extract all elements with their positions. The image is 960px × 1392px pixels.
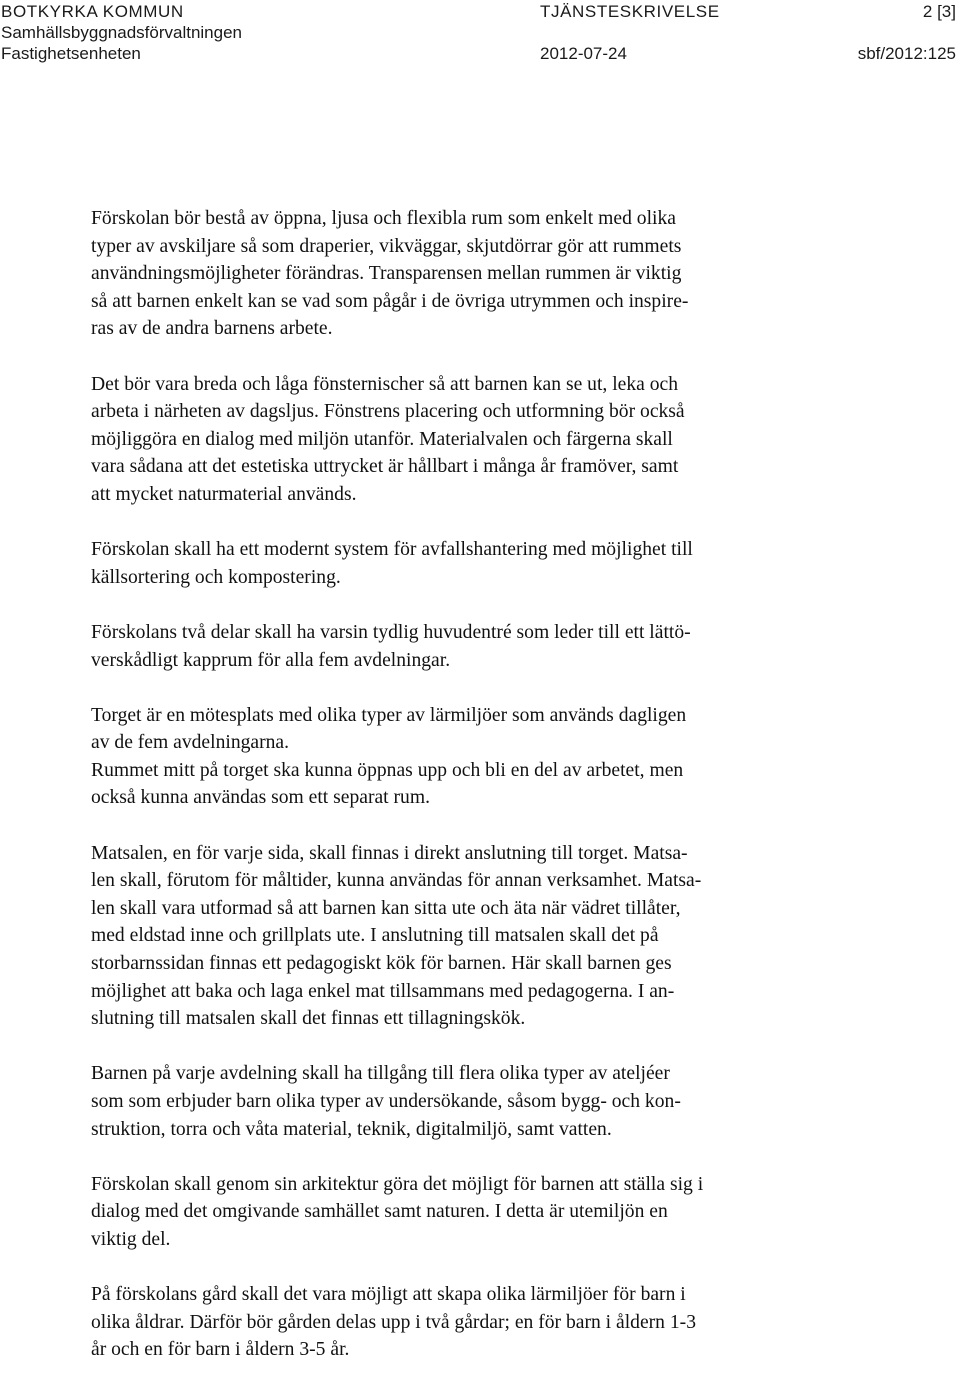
text-line: så att barnen enkelt kan se vad som pågår i de övriga utrymmen och inspire-	[91, 290, 689, 312]
paragraph-entrance	[91, 619, 851, 674]
text-line: olika åldrar. Därför bör gården delas upp i två gårdar; en för barn i åldern 1-3	[91, 1311, 696, 1333]
text-line: källsortering och kompostering.	[91, 566, 341, 588]
header-row-top	[0, 1, 960, 23]
text-line: användningsmöjligheter förändras. Transparensen mellan rummen är viktig	[91, 263, 682, 285]
text-line: arbeta i närheten av dagsljus. Fönstrens placering och utformning bör också	[91, 401, 685, 423]
text-line: ras av de andra barnens arbete.	[91, 318, 333, 340]
text-line: också kunna användas som ett separat rum.	[91, 787, 430, 809]
page-number: 2 [3]	[922, 2, 956, 21]
document-type: TJÄNSTESKRIVELSE	[540, 2, 720, 21]
document-body	[91, 205, 851, 1392]
text-line: Matsalen, en för varje sida, skall finnas i direkt anslutning till torget. Matsa-	[91, 842, 688, 864]
text-line: år och en för barn i åldern 3-5 år.	[91, 1339, 350, 1361]
paragraph-windows	[91, 371, 851, 509]
paragraph-waste	[91, 536, 851, 591]
text-line: Torget är en mötesplats med olika typer av lärmiljöer som används dagligen	[91, 704, 687, 726]
text-line: som som erbjuder barn olika typer av undersökande, såsom bygg- och kon-	[91, 1091, 681, 1112]
text-line: typer av avskiljare så som draperier, vikväggar, skjutdörrar gör att rummets	[91, 235, 682, 257]
text-line: möjliggöra en dialog med miljön utanför. Materialvalen och färgerna skall	[91, 428, 673, 450]
paragraph-square	[91, 702, 851, 757]
paragraph-ateliers	[91, 1060, 851, 1143]
text-line: dialog med det omgivande samhället samt naturen. I detta är utemiljön en	[91, 1201, 668, 1223]
text-line: vara sådana att det estetiska uttrycket är hållbart i många år framöver, samt	[91, 456, 679, 478]
paragraph-architecture	[91, 1171, 851, 1254]
text-line: med eldstad inne och grillplats ute. I anslutning till matsalen skall det på	[91, 925, 659, 947]
text-line: Det bör vara breda och låga fönsternischer så att barnen kan se ut, leka och	[91, 373, 679, 395]
text-line: len skall, förutom för måltider, kunna användas för annan verksamhet. Matsa-	[91, 870, 702, 892]
text-line: viktig del.	[91, 1228, 171, 1250]
text-line: Förskolans två delar skall ha varsin tydlig huvudentré som leder till ett lättö-	[91, 621, 691, 643]
text-line: av de fem avdelningarna.	[91, 732, 290, 754]
paragraph-yard	[91, 1281, 851, 1364]
header-row-bottom	[0, 43, 960, 65]
department-name: Samhällsbyggnadsförvaltningen	[1, 23, 242, 42]
unit-name: Fastighetsenheten	[1, 44, 141, 63]
text-line: att mycket naturmaterial används.	[91, 483, 357, 505]
header-row-middle	[0, 22, 960, 44]
text-line: len skall vara utformad så att barnen kan sitta ute och äta när vädret tillåter,	[91, 897, 681, 919]
text-line: Förskolan skall genom sin arkitektur göra det möjligt för barnen att ställa sig i	[91, 1173, 704, 1195]
text-line: Barnen på varje avdelning skall ha tillgång till flera olika typer av ateljéer	[91, 1063, 670, 1085]
paragraph-dining	[91, 840, 851, 1033]
document-header	[0, 0, 960, 70]
text-line: möjlighet att baka och laga enkel mat tillsammans med pedagogerna. I an-	[91, 980, 675, 1002]
text-line: På förskolans gård skall det vara möjligt att skapa olika lärmiljöer för barn i	[91, 1284, 686, 1306]
text-line: storbarnssidan finnas ett pedagogiskt kök för barnen. Här skall barnen ges	[91, 953, 672, 975]
paragraph-center-room	[91, 757, 851, 812]
text-line: Förskolan skall ha ett modernt system för avfallshantering med möjlighet till	[91, 539, 693, 561]
organization-name: BOTKYRKA KOMMUN	[1, 2, 184, 21]
text-line: slutning till matsalen skall det finnas ett tillagningskök.	[91, 1008, 526, 1030]
text-line: Rummet mitt på torget ska kunna öppnas upp och bli en del av arbetet, men	[91, 759, 684, 781]
document-date: 2012-07-24	[540, 44, 627, 63]
text-line: struktion, torra och våta material, teknik, digitalmiljö, samt vatten.	[91, 1118, 612, 1140]
reference-number: sbf/2012:125	[857, 44, 956, 63]
text-line: Förskolan bör bestå av öppna, ljusa och flexibla rum som enkelt med olika	[91, 208, 676, 229]
text-line: verskådligt kapprum för alla fem avdelningar.	[91, 649, 451, 671]
paragraph-rooms	[91, 205, 851, 343]
